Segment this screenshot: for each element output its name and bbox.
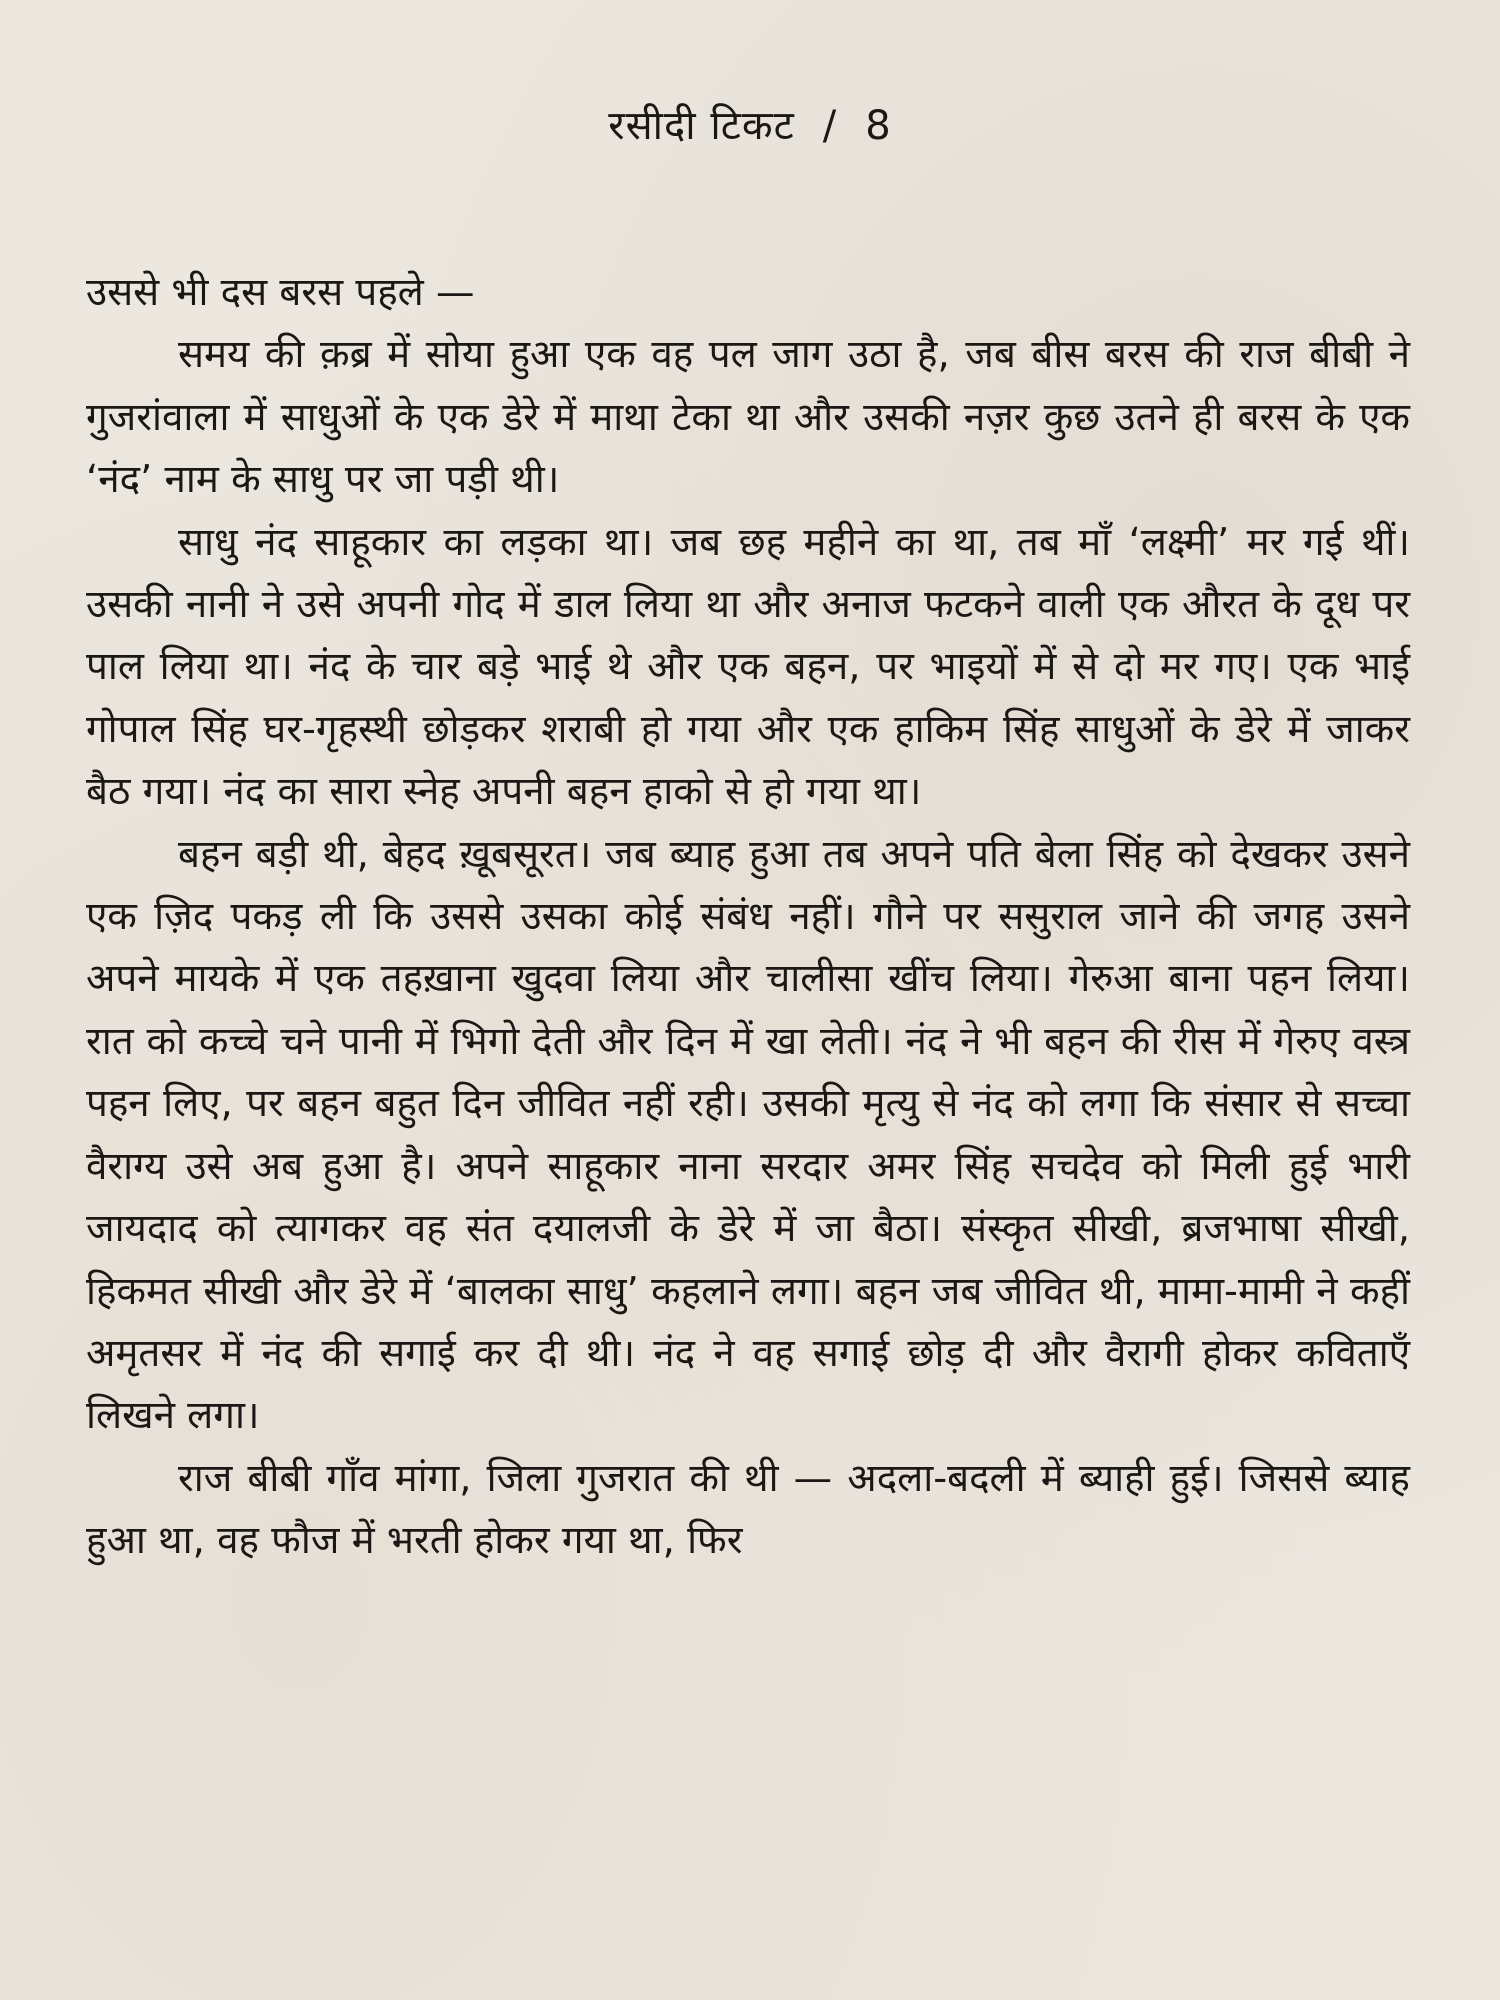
body-text — [86, 262, 1410, 1573]
paragraph: साधु नंद साहूकार का लड़का था। जब छह महीने का था, तब माँ ‘लक्ष्मी’ मर गई थीं। उसकी नानी ने उसे अपनी गोद में डाल लिया था और अनाज फटकने वाली एक औरत के दूध पर पाल लिया था। नंद के चार बड़े भाई थे और एक बहन, पर भाइयों में से दो मर गए। एक भाई गोपाल सिंह घर-गृहस्थी छोड़कर शराबी हो गया और एक हाकिम सिंह साधुओं के डेरे में जाकर बैठ गया। नंद का सारा स्नेह अपनी बहन हाको से हो गया था। — [86, 519, 1410, 815]
paragraph: राज बीबी गाँव मांगा, जिला गुजरात की थी — अदला-बदली में ब्याही हुई। जिससे ब्याह हुआ था, वह फौज में भरती होकर गया था, फिर — [86, 1455, 1410, 1564]
paragraph: बहन बड़ी थी, बेहद ख़ूबसूरत। जब ब्याह हुआ तब अपने पति बेला सिंह को देखकर उसने एक ज़िद पकड़ ली कि उससे उसका कोई संबंध नहीं। गौने पर ससुराल जाने की जगह उसने अपने मायके में एक तहख़ाना खुदवा लिया और चालीसा खींच लिया। गेरुआ बाना पहन लिया। रात को कच्चे चने पानी में भिगो देती और दिन में खा लेती। नंद ने भी बहन की रीस में गेरुए वस्त्र पहन लिए, पर बहन बहुत दिन जीवित नहीं रही। उसकी मृत्यु से नंद को लगा कि संसार से सच्चा वैराग्य उसे अब हुआ है। अपने साहूकार नाना सरदार अमर सिंह सचदेव को मिली हुई भारी जायदाद को त्यागकर वह संत दयालजी के डेरे में जा बैठा। संस्कृत सीखी, ब्रजभाषा सीखी, हिकमत सीखी और डेरे में ‘बालका साधु’ कहलाने लगा। बहन जब जीवित थी, मामा-मामी ने कहीं अमृतसर में नंद की सगाई कर दी थी। नंद ने वह सगाई छोड़ दी और वैरागी होकर कविताएँ लिखने लगा। — [86, 831, 1410, 1439]
page-number: 8 — [865, 103, 892, 149]
paragraph: समय की क़ब्र में सोया हुआ एक वह पल जाग उठा है, जब बीस बरस की राज बीबी ने गुजरांवाला में साधुओं के एक डेरे में माथा टेका था और उसकी नज़र कुछ उतने ही बरस के एक ‘नंद’ नाम के साधु पर जा पड़ी थी। — [86, 332, 1410, 503]
paragraph-intro: उससे भी दस बरस पहले — — [86, 270, 475, 315]
running-header — [0, 96, 1500, 156]
header-separator: / — [822, 103, 838, 149]
book-title: रसीदी टिकट — [608, 103, 795, 149]
